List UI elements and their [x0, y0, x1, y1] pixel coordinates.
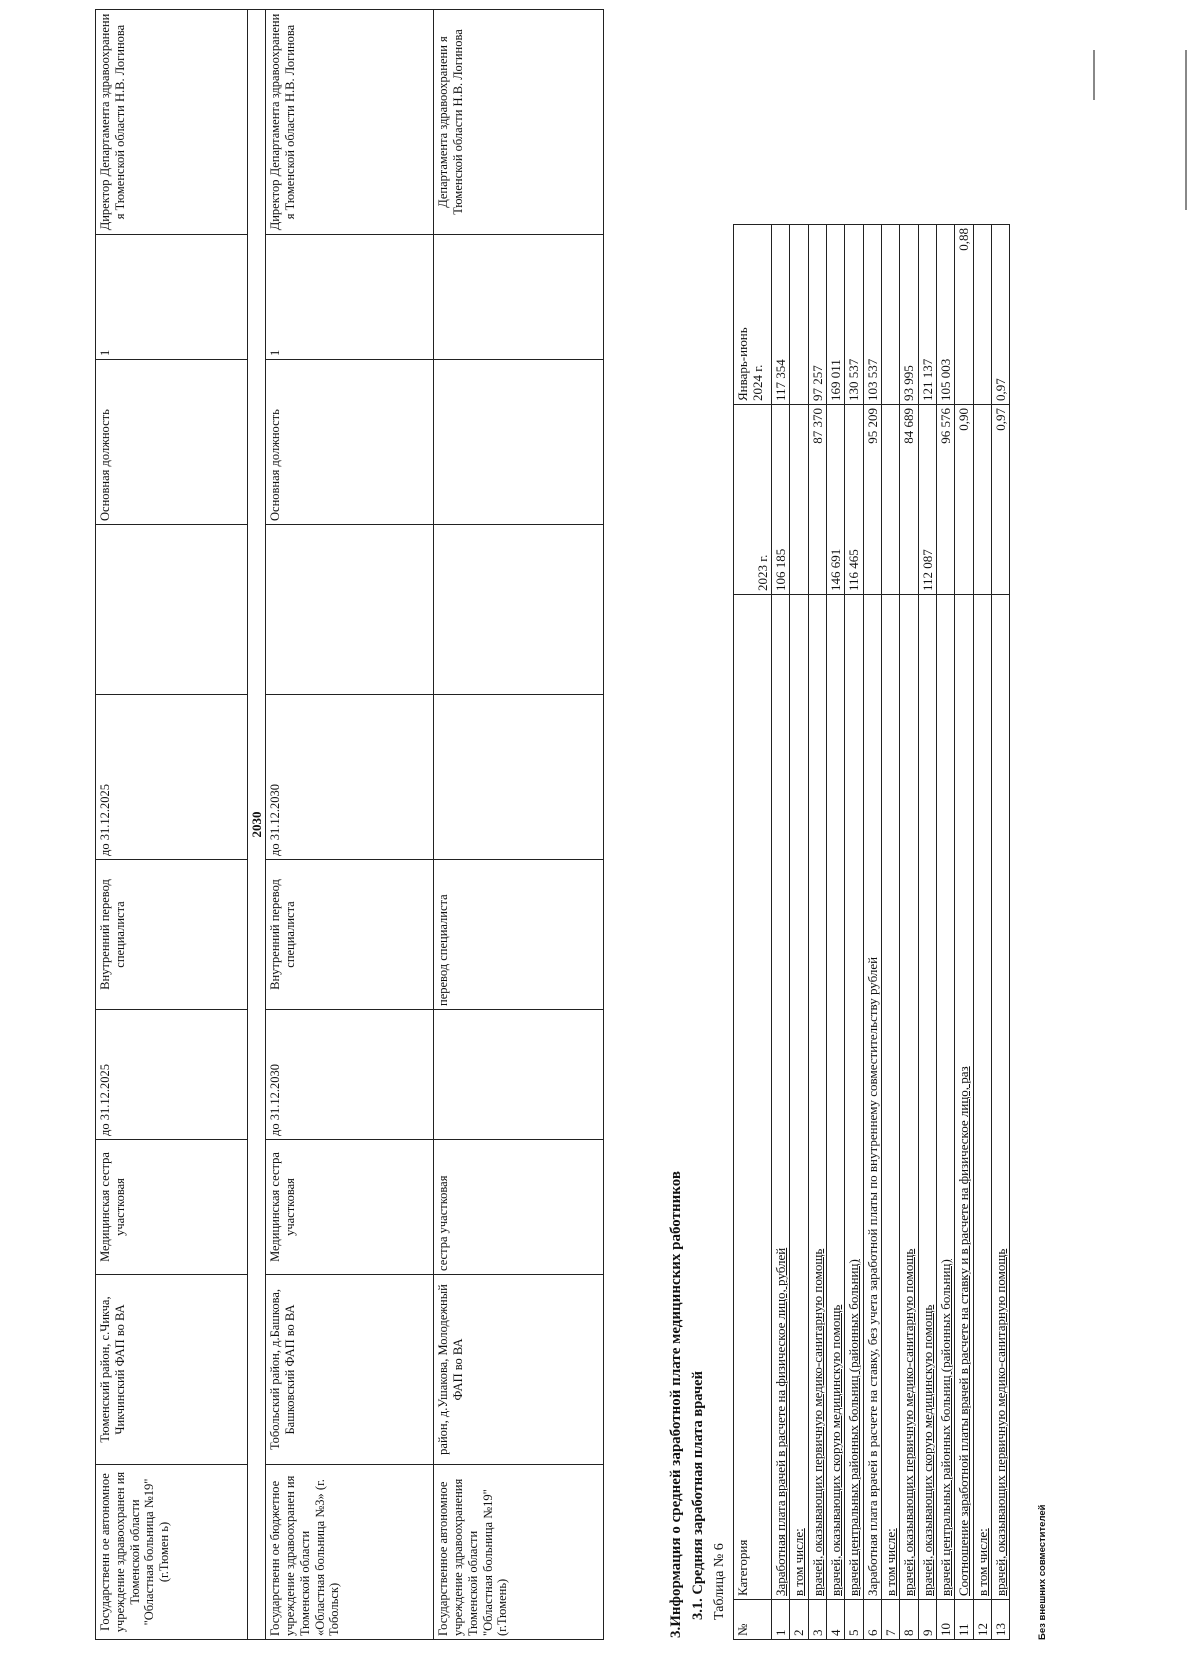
- salary-row-2024: 121 137: [918, 225, 936, 405]
- salary-row-number: 10: [936, 1600, 954, 1640]
- salary-row: [955, 225, 973, 1640]
- year-row: [248, 10, 266, 1640]
- salary-row-number: 6: [863, 1600, 881, 1640]
- year-label: 2030: [248, 10, 266, 1640]
- deadline-cell: до 31.12.2030: [266, 1010, 434, 1140]
- empty-cell: [96, 525, 248, 695]
- salary-row-2024: 103 537: [863, 225, 881, 405]
- salary-row: [863, 225, 881, 1640]
- salary-row: [808, 225, 826, 1640]
- section-subheading: 3.1. Средняя заработная плата врачей: [690, 1371, 706, 1620]
- measure-cell: Внутренний перевод специалиста: [96, 860, 248, 1010]
- salary-row-2024: 0,88: [955, 225, 973, 405]
- salary-row-category: в том числе:: [790, 595, 808, 1600]
- salary-row-number: 1: [772, 1600, 790, 1640]
- salary-row-2024: 93 995: [900, 225, 918, 405]
- salary-row: [918, 225, 936, 1640]
- count-cell: 1: [266, 235, 434, 360]
- salary-row-category: Заработная плата врачей в расчете на ставку, без учета заработной платы по внутреннему совместительству рублей: [863, 595, 881, 1600]
- salary-row-category: Заработная плата врачей в расчете на физическое лицо, рублей: [772, 595, 790, 1600]
- salary-row-2023: [973, 405, 991, 595]
- salary-row-2024: 117 354: [772, 225, 790, 405]
- salary-row-2023: 95 209: [863, 405, 881, 595]
- salary-row-2023: [881, 405, 899, 595]
- salary-row: [936, 225, 954, 1640]
- term-cell: до 31.12.2030: [266, 695, 434, 860]
- org-cell: Государственное автономное учреждение здравоохранения Тюменской области "Областная больница №19"(г.Тюмень): [434, 1465, 604, 1640]
- salary-row-2023: 0,90: [955, 405, 973, 595]
- salary-row-number: 4: [826, 1600, 844, 1640]
- empty-cell: [434, 525, 604, 695]
- deadline-cell: [434, 1010, 604, 1140]
- count-cell: 1: [96, 235, 248, 360]
- salary-row-category: в том числе:: [881, 595, 899, 1600]
- salary-row: [881, 225, 899, 1640]
- salary-row-category: врачей, оказывающих первичную медико-санитарную помощь: [808, 595, 826, 1600]
- salary-row: [790, 225, 808, 1640]
- responsible-cell: Департамента здравоохранени я Тюменской области Н.В. Логинова: [434, 10, 604, 235]
- empty-cell: [266, 525, 434, 695]
- salary-row-2024: [973, 225, 991, 405]
- year-2024-header: [734, 225, 772, 405]
- table-row: [434, 10, 604, 1640]
- table-row: [266, 10, 434, 1640]
- salary-row: [772, 225, 790, 1640]
- salary-row-number: 9: [918, 1600, 936, 1640]
- salary-row-category: врачей, оказывающих первичную медико-санитарную помощь: [991, 595, 1009, 1600]
- salary-row: [973, 225, 991, 1640]
- location-cell: Тюменский район, с.Чикча, Чикчинский ФАП во ВА: [96, 1275, 248, 1465]
- salary-row-number: 3: [808, 1600, 826, 1640]
- footnote: Без внешних совместителей: [1037, 1504, 1048, 1640]
- salary-table: [733, 224, 1010, 1640]
- responsible-cell: Директор Департамента здравоохранени я Тюменской области Н.В. Логинова: [96, 10, 248, 235]
- salary-row-2023: 84 689: [900, 405, 918, 595]
- year-2023-header: 2023 г.: [734, 405, 772, 595]
- salary-row-number: 8: [900, 1600, 918, 1640]
- salary-row: [991, 225, 1009, 1640]
- salary-row-2023: 87 370: [808, 405, 826, 595]
- responsible-cell: Директор Департамента здравоохранени я Тюменской области Н.В. Логинова: [266, 10, 434, 235]
- salary-row-2023: 112 087: [918, 405, 936, 595]
- salary-row-2023: 0,97: [991, 405, 1009, 595]
- count-cell: [434, 235, 604, 360]
- section-heading: 3.Информация о средней заработной плате медицинских работников: [668, 1171, 684, 1638]
- scan-artifact: [1093, 50, 1095, 100]
- salary-row-2024: [790, 225, 808, 405]
- salary-row-number: 12: [973, 1600, 991, 1640]
- term-cell: до 31.12.2025: [96, 695, 248, 860]
- salary-row-2024: 169 011: [826, 225, 844, 405]
- staffing-table: [95, 9, 604, 1640]
- location-cell: район, д.Ушакова, Молодежный ФАП во ВА: [434, 1275, 604, 1465]
- salary-row-2024: [881, 225, 899, 405]
- salary-row-2023: [790, 405, 808, 595]
- position-cell: Медицинская сестра участковая: [266, 1140, 434, 1275]
- employment-cell: Основная должность: [96, 360, 248, 525]
- salary-row-2024: 130 537: [845, 225, 863, 405]
- salary-header-row: [734, 225, 772, 1640]
- year-2024-header-line1: Январь-июнь: [735, 327, 750, 401]
- salary-row-category: врачей, оказывающих первичную медико-санитарную помощь: [900, 595, 918, 1600]
- employment-cell: Основная должность: [266, 360, 434, 525]
- salary-row-2023: 116 465: [845, 405, 863, 595]
- salary-row-number: 2: [790, 1600, 808, 1640]
- salary-row: [900, 225, 918, 1640]
- salary-row-category: врачей центральных районных больниц (районных больниц): [936, 595, 954, 1600]
- measure-cell: перевод специалиста: [434, 860, 604, 1010]
- salary-row-number: 11: [955, 1600, 973, 1640]
- measure-cell: Внутренний перевод специалиста: [266, 860, 434, 1010]
- salary-row-category: Соотношение заработной платы врачей в расчете на ставку и в расчете на физическое лицо, раз: [955, 595, 973, 1600]
- deadline-cell: до 31.12.2025: [96, 1010, 248, 1140]
- salary-row-2024: 97 257: [808, 225, 826, 405]
- location-cell: Тобольский район, д.Башкова, Башковский ФАП во ВА: [266, 1275, 434, 1465]
- table-row: [96, 10, 248, 1640]
- employment-cell: [434, 360, 604, 525]
- position-cell: Медицинская сестра участковая: [96, 1140, 248, 1275]
- category-header: Категория: [734, 595, 772, 1600]
- org-cell: Государственн ое автономное учреждение здравоохранен ия Тюменской области "Областная больница №19"(г.Тюмен ь): [96, 1465, 248, 1640]
- salary-row-number: 7: [881, 1600, 899, 1640]
- salary-row-number: 13: [991, 1600, 1009, 1640]
- num-header: №: [734, 1600, 772, 1640]
- salary-row-2023: 106 185: [772, 405, 790, 595]
- salary-row-number: 5: [845, 1600, 863, 1640]
- salary-row-category: в том числе:: [973, 595, 991, 1600]
- position-cell: сестра участковая: [434, 1140, 604, 1275]
- salary-row-2024: 0,97: [991, 225, 1009, 405]
- scan-artifact: [1185, 50, 1187, 210]
- salary-row-2023: 146 691: [826, 405, 844, 595]
- salary-row-category: врачей центральных районных больниц (районных больниц): [845, 595, 863, 1600]
- salary-row-2024: 105 003: [936, 225, 954, 405]
- year-2024-header-line2: 2024 г.: [750, 364, 766, 401]
- table-label: Таблица № 6: [712, 1543, 727, 1620]
- org-cell: Государственн ое бюджетное учреждение здравоохранен ия Тюменской области «Областная больница №3» (г. Тобольск): [266, 1465, 434, 1640]
- salary-row-category: врачей, оказывающих скорую медицинскую помощь: [918, 595, 936, 1600]
- salary-row-category: врачей, оказывающих скорую медицинскую помощь: [826, 595, 844, 1600]
- salary-row: [826, 225, 844, 1640]
- salary-row-2023: 96 576: [936, 405, 954, 595]
- term-cell: [434, 695, 604, 860]
- salary-row: [845, 225, 863, 1640]
